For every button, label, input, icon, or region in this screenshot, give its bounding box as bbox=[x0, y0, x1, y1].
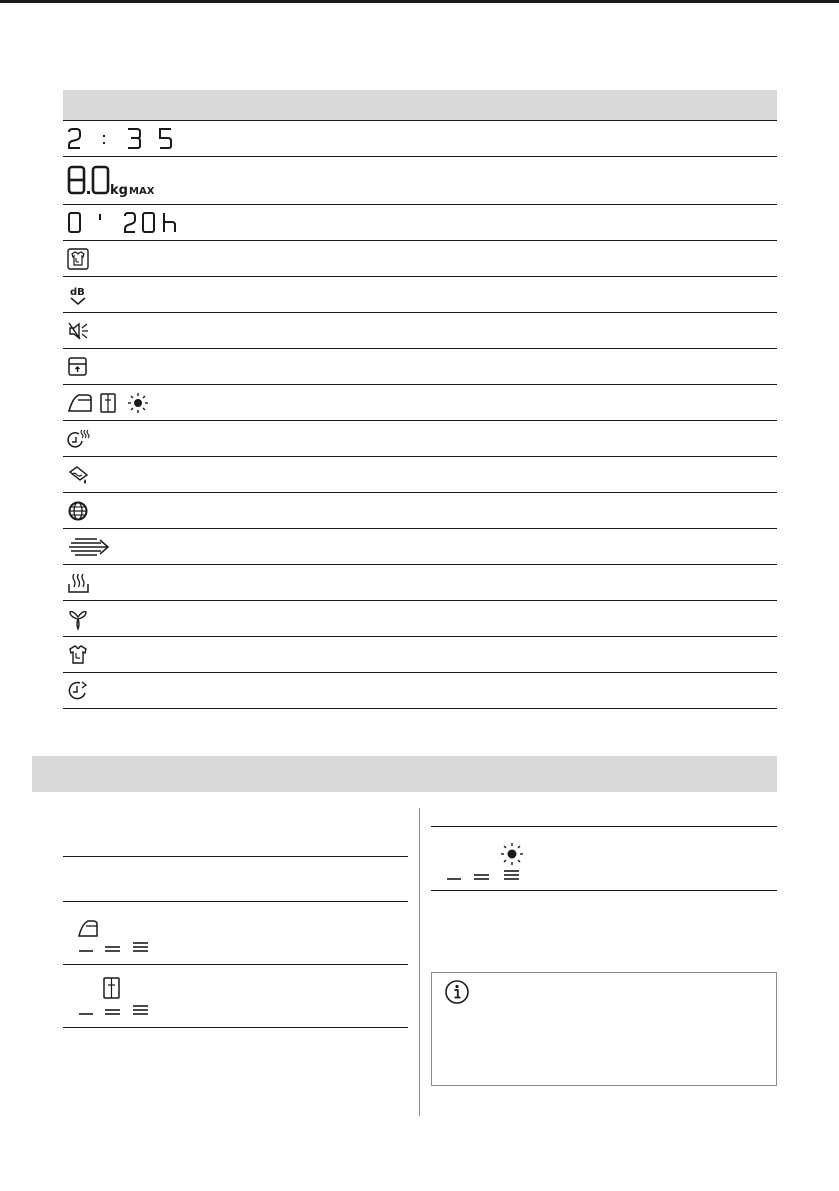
svg-text:MAX: MAX bbox=[129, 185, 155, 197]
time-display-icon bbox=[67, 127, 177, 151]
top-rule bbox=[0, 0, 839, 3]
symbol-table bbox=[63, 90, 777, 709]
left-table-header-rule bbox=[63, 901, 408, 902]
table-row bbox=[63, 121, 777, 157]
column-divider bbox=[419, 808, 420, 1116]
buzzer-off-icon bbox=[67, 320, 91, 342]
left-table-row-rule bbox=[63, 964, 408, 965]
heating-icon bbox=[67, 572, 91, 594]
low-noise-icon bbox=[67, 284, 89, 306]
right-table-bottom-rule bbox=[431, 890, 777, 891]
table-row bbox=[63, 673, 777, 709]
table-row bbox=[63, 241, 777, 277]
right-table-top-rule bbox=[431, 826, 777, 827]
svg-text:kg: kg bbox=[110, 182, 128, 198]
section-band bbox=[32, 756, 777, 792]
anti-crease-phase-icon bbox=[67, 644, 89, 666]
table-row bbox=[63, 565, 777, 601]
info-box bbox=[431, 972, 777, 1086]
table-row bbox=[63, 457, 777, 493]
table-row bbox=[63, 277, 777, 313]
iron-dry-level-icon bbox=[78, 918, 158, 954]
extra-dry-level-icon bbox=[446, 842, 526, 882]
table-row bbox=[63, 385, 777, 421]
table-row bbox=[63, 157, 777, 205]
drying-phase-icon bbox=[67, 536, 111, 558]
child-lock-icon bbox=[67, 356, 89, 378]
table-row bbox=[63, 421, 777, 457]
table-row bbox=[63, 529, 777, 565]
water-container-icon bbox=[67, 500, 89, 522]
condenser-icon bbox=[67, 464, 91, 486]
left-table-top-rule bbox=[63, 856, 408, 857]
table-row bbox=[63, 637, 777, 673]
svg-text:dB: dB bbox=[70, 286, 85, 298]
load-display-icon bbox=[67, 164, 159, 198]
table-row bbox=[63, 205, 777, 241]
table-row bbox=[63, 601, 777, 637]
time-dry-icon bbox=[67, 428, 91, 450]
left-table-bottom-rule bbox=[63, 1027, 408, 1028]
info-icon bbox=[444, 979, 470, 1005]
table-header bbox=[63, 90, 777, 121]
dryness-levels-icon bbox=[67, 392, 153, 414]
cupboard-dry-level-icon bbox=[78, 976, 158, 1018]
anti-crease-icon bbox=[67, 248, 89, 270]
delay-display-icon bbox=[67, 211, 189, 235]
cooling-icon bbox=[67, 608, 89, 630]
table-row bbox=[63, 313, 777, 349]
table-row bbox=[63, 493, 777, 529]
table-row bbox=[63, 349, 777, 385]
delay-start-icon bbox=[67, 680, 89, 702]
